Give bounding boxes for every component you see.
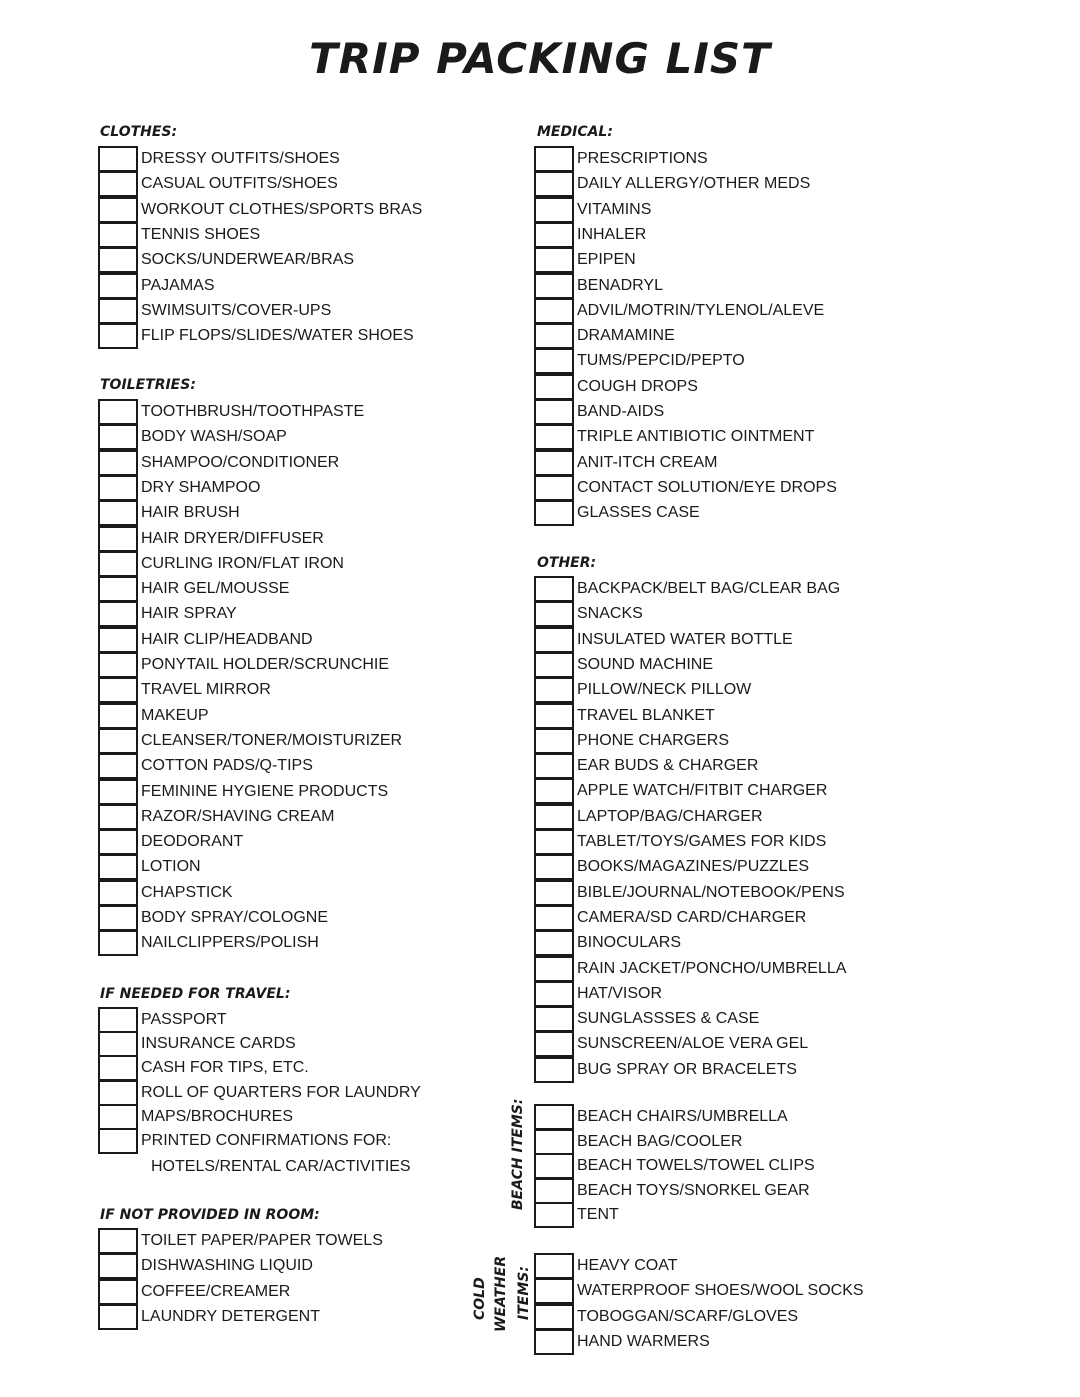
toiletries-checkbox[interactable]	[98, 475, 138, 501]
toiletries-item-label: BODY SPRAY/COLOGNE	[141, 909, 329, 926]
cold-item-label: HEAVY COAT	[577, 1257, 678, 1274]
medical-item-label: COUGH DROPS	[577, 377, 698, 395]
travel-continuation-text: HOTELS/RENTAL CAR/ACTIVITIES	[151, 1158, 411, 1175]
toiletries-checkbox[interactable]	[98, 601, 138, 627]
other-item-label: BINOCULARS	[577, 934, 682, 952]
other-item-label: PHONE CHARGERS	[577, 731, 730, 749]
other-checkbox[interactable]	[534, 981, 574, 1007]
travel-heading: IF NEEDED FOR TRAVEL:	[100, 986, 291, 1002]
beach-checkbox[interactable]	[534, 1104, 574, 1130]
clothes-checkbox[interactable]	[98, 323, 138, 349]
other-item-label: BUG SPRAY OR BRACELETS	[577, 1060, 797, 1078]
beach-item-label: BEACH TOWELS/TOWEL CLIPS	[577, 1157, 815, 1175]
clothes-checkbox[interactable]	[98, 171, 138, 197]
toiletries-checkbox[interactable]	[98, 829, 138, 855]
other-item-label: SOUND MACHINE	[577, 655, 714, 673]
other-item-label: TRAVEL BLANKET	[577, 706, 715, 724]
medical-checkbox[interactable]	[534, 298, 574, 324]
medical-item-label: INHALER	[577, 225, 647, 243]
travel-item-label: MAPS/BROCHURES	[141, 1107, 294, 1125]
toiletries-item-label: FEMININE HYGIENE PRODUCTS	[141, 782, 389, 800]
toiletries-checkbox[interactable]	[98, 930, 138, 956]
clothes-checkbox[interactable]	[98, 298, 138, 324]
room-heading: IF NOT PROVIDED IN ROOM:	[100, 1207, 320, 1223]
toiletries-item-label: HAIR CLIP/HEADBAND	[141, 630, 313, 648]
toiletries-item-label: BODY WASH/SOAP	[141, 428, 287, 446]
travel-item-label: ROLL OF QUARTERS FOR LAUNDRY	[141, 1083, 421, 1101]
medical-item-label: CONTACT SOLUTION/EYE DROPS	[577, 478, 837, 496]
medical-checkbox[interactable]	[534, 424, 574, 450]
medical-item-label: BENADRYL	[577, 276, 663, 294]
cold-checkbox[interactable]	[534, 1278, 574, 1304]
beach-checkbox[interactable]	[534, 1178, 574, 1204]
clothes-item-label: PAJAMAS	[141, 276, 215, 294]
medical-item-label: GLASSES CASE	[577, 504, 700, 522]
medical-checkbox[interactable]	[534, 171, 574, 197]
other-checkbox[interactable]	[534, 829, 574, 855]
toiletries-checkbox[interactable]	[98, 905, 138, 931]
room-checkbox[interactable]	[98, 1228, 138, 1254]
toiletries-checkbox[interactable]	[98, 399, 138, 425]
travel-item-label: CASH FOR TIPS, ETC.	[141, 1059, 309, 1077]
other-item-label: RAIN JACKET/PONCHO/UMBRELLA	[577, 959, 847, 977]
other-checkbox[interactable]	[534, 854, 574, 880]
travel-checkbox[interactable]	[98, 1080, 138, 1106]
other-checkbox[interactable]	[534, 1006, 574, 1032]
medical-checkbox[interactable]	[534, 273, 574, 299]
page-title: TRIP PACKING LIST	[309, 34, 771, 83]
other-checkbox[interactable]	[534, 677, 574, 703]
medical-item-label: ADVIL/MOTRIN/TYLENOL/ALEVE	[577, 301, 825, 319]
toiletries-checkbox[interactable]	[98, 627, 138, 653]
toiletries-item-label: SHAMPOO/CONDITIONER	[141, 453, 340, 471]
other-item-label: TABLET/TOYS/GAMES FOR KIDS	[577, 833, 827, 850]
toiletries-checkbox[interactable]	[98, 880, 138, 906]
other-checkbox[interactable]	[534, 728, 574, 754]
other-item-label: EAR BUDS & CHARGER	[577, 757, 759, 775]
travel-item-label: INSURANCE CARDS	[141, 1035, 296, 1053]
travel-item-label: PASSPORT	[141, 1011, 227, 1028]
other-checkbox[interactable]	[534, 1031, 574, 1057]
toiletries-item-label: LOTION	[141, 858, 201, 876]
other-item-label: BACKPACK/BELT BAG/CLEAR BAG	[577, 580, 841, 597]
toiletries-checkbox[interactable]	[98, 779, 138, 805]
other-checkbox[interactable]	[534, 930, 574, 956]
toiletries-item-label: DRY SHAMPOO	[141, 478, 261, 496]
toiletries-checkbox[interactable]	[98, 753, 138, 779]
other-item-label: BOOKS/MAGAZINES/PUZZLES	[577, 858, 810, 876]
other-item-label: CAMERA/SD CARD/CHARGER	[577, 908, 807, 926]
toiletries-checkbox[interactable]	[98, 500, 138, 526]
medical-checkbox[interactable]	[534, 475, 574, 501]
clothes-checkbox[interactable]	[98, 146, 138, 172]
medical-checkbox[interactable]	[534, 348, 574, 374]
cold-checkbox[interactable]	[534, 1329, 574, 1355]
toiletries-checkbox[interactable]	[98, 854, 138, 880]
beach-checkbox[interactable]	[534, 1153, 574, 1179]
toiletries-checkbox[interactable]	[98, 652, 138, 678]
clothes-checkbox[interactable]	[98, 247, 138, 273]
clothes-checkbox[interactable]	[98, 222, 138, 248]
medical-item-label: BAND-AIDS	[577, 403, 665, 420]
room-checkbox[interactable]	[98, 1253, 138, 1279]
other-checkbox[interactable]	[534, 576, 574, 602]
other-checkbox[interactable]	[534, 753, 574, 779]
medical-item-label: DAILY ALLERGY/OTHER MEDS	[577, 175, 811, 193]
clothes-item-label: CASUAL OUTFITS/SHOES	[141, 175, 338, 193]
room-checkbox[interactable]	[98, 1304, 138, 1330]
other-heading: OTHER:	[537, 555, 597, 571]
toiletries-checkbox[interactable]	[98, 677, 138, 703]
beach-checkbox[interactable]	[534, 1202, 574, 1228]
travel-checkbox[interactable]	[98, 1007, 138, 1033]
other-item-label: SUNGLASSSES & CASE	[577, 1010, 760, 1028]
beach-item-label: BEACH BAG/COOLER	[577, 1132, 743, 1150]
toiletries-item-label: HAIR GEL/MOUSSE	[141, 580, 290, 598]
other-checkbox[interactable]	[534, 880, 574, 906]
toiletries-item-label: CHAPSTICK	[141, 883, 233, 901]
toiletries-item-label: HAIR SPRAY	[141, 605, 237, 623]
toiletries-item-label: HAIR BRUSH	[141, 504, 240, 522]
cold-heading-line-3: ITEMS:	[516, 1266, 532, 1320]
toiletries-checkbox[interactable]	[98, 450, 138, 476]
clothes-checkbox[interactable]	[98, 273, 138, 299]
toiletries-checkbox[interactable]	[98, 526, 138, 552]
other-checkbox[interactable]	[534, 905, 574, 931]
clothes-item-label: DRESSY OUTFITS/SHOES	[141, 150, 340, 167]
beach-item-label: BEACH CHAIRS/UMBRELLA	[577, 1108, 788, 1125]
toiletries-item-label: TOOTHBRUSH/TOOTHPASTE	[141, 403, 365, 420]
toiletries-checkbox[interactable]	[98, 551, 138, 577]
other-item-label: BIBLE/JOURNAL/NOTEBOOK/PENS	[577, 883, 845, 901]
toiletries-item-label: MAKEUP	[141, 706, 209, 724]
toiletries-item-label: CLEANSER/TONER/MOISTURIZER	[141, 731, 403, 749]
medical-checkbox[interactable]	[534, 323, 574, 349]
toiletries-item-label: RAZOR/SHAVING CREAM	[141, 807, 335, 825]
medical-checkbox[interactable]	[534, 197, 574, 223]
medical-item-label: TRIPLE ANTIBIOTIC OINTMENT	[577, 428, 815, 446]
toiletries-item-label: CURLING IRON/FLAT IRON	[141, 554, 344, 572]
medical-item-label: EPIPEN	[577, 251, 636, 269]
beach-item-label: BEACH TOYS/SNORKEL GEAR	[577, 1181, 810, 1199]
beach-item-label: TENT	[577, 1206, 619, 1224]
other-checkbox[interactable]	[534, 778, 574, 804]
medical-checkbox[interactable]	[534, 247, 574, 273]
cold-checkbox[interactable]	[534, 1253, 574, 1279]
medical-item-label: ANIT-ITCH CREAM	[577, 453, 718, 471]
clothes-checkbox[interactable]	[98, 197, 138, 223]
toiletries-checkbox[interactable]	[98, 804, 138, 830]
other-checkbox[interactable]	[534, 627, 574, 653]
medical-checkbox[interactable]	[534, 450, 574, 476]
other-item-label: PILLOW/NECK PILLOW	[577, 681, 752, 699]
medical-item-label: TUMS/PEPCID/PEPTO	[577, 352, 745, 370]
other-checkbox[interactable]	[534, 804, 574, 830]
cold-heading-line-2: WEATHER	[493, 1255, 509, 1332]
travel-checkbox[interactable]	[98, 1104, 138, 1130]
medical-item-label: VITAMINS	[577, 200, 652, 218]
toiletries-item-label: HAIR DRYER/DIFFUSER	[141, 529, 324, 547]
other-item-label: LAPTOP/BAG/CHARGER	[577, 807, 763, 825]
cold-checkbox[interactable]	[534, 1304, 574, 1330]
clothes-item-label: TENNIS SHOES	[141, 225, 261, 243]
clothes-heading: CLOTHES:	[100, 124, 178, 140]
other-item-label: INSULATED WATER BOTTLE	[577, 630, 793, 648]
other-item-label: SUNSCREEN/ALOE VERA GEL	[577, 1035, 809, 1053]
other-checkbox[interactable]	[534, 1057, 574, 1083]
toiletries-checkbox[interactable]	[98, 703, 138, 729]
toiletries-checkbox[interactable]	[98, 576, 138, 602]
room-item-label: TOILET PAPER/PAPER TOWELS	[141, 1232, 383, 1249]
other-checkbox[interactable]	[534, 703, 574, 729]
other-item-label: SNACKS	[577, 605, 643, 623]
travel-checkbox[interactable]	[98, 1031, 138, 1057]
toiletries-checkbox[interactable]	[98, 728, 138, 754]
travel-checkbox[interactable]	[98, 1055, 138, 1081]
other-checkbox[interactable]	[534, 652, 574, 678]
room-item-label: COFFEE/CREAMER	[141, 1282, 291, 1300]
medical-checkbox[interactable]	[534, 146, 574, 172]
clothes-item-label: FLIP FLOPS/SLIDES/WATER SHOES	[141, 327, 414, 345]
travel-item-label: PRINTED CONFIRMATIONS FOR:	[141, 1132, 392, 1149]
clothes-item-label: WORKOUT CLOTHES/SPORTS BRAS	[141, 200, 423, 218]
medical-item-label: PRESCRIPTIONS	[577, 150, 708, 167]
other-checkbox[interactable]	[534, 601, 574, 627]
beach-checkbox[interactable]	[534, 1129, 574, 1155]
toiletries-item-label: COTTON PADS/Q-TIPS	[141, 757, 313, 775]
medical-item-label: DRAMAMINE	[577, 327, 675, 345]
cold-item-label: HAND WARMERS	[577, 1332, 710, 1350]
cold-item-label: TOBOGGAN/SCARF/GLOVES	[577, 1307, 799, 1325]
medical-heading: MEDICAL:	[537, 124, 613, 140]
clothes-item-label: SWIMSUITS/COVER-UPS	[141, 301, 332, 319]
other-checkbox[interactable]	[534, 956, 574, 982]
cold-item-label: WATERPROOF SHOES/WOOL SOCKS	[577, 1282, 864, 1300]
clothes-item-label: SOCKS/UNDERWEAR/BRAS	[141, 251, 355, 269]
medical-checkbox[interactable]	[534, 399, 574, 425]
toiletries-item-label: NAILCLIPPERS/POLISH	[141, 934, 319, 952]
medical-checkbox[interactable]	[534, 374, 574, 400]
toiletries-item-label: DEODORANT	[141, 833, 244, 851]
other-item-label: HAT/VISOR	[577, 984, 663, 1002]
medical-checkbox[interactable]	[534, 222, 574, 248]
medical-checkbox[interactable]	[534, 500, 574, 526]
room-item-label: DISHWASHING LIQUID	[141, 1257, 313, 1275]
toiletries-item-label: TRAVEL MIRROR	[141, 681, 271, 699]
cold-heading-line-1: COLD	[472, 1277, 488, 1320]
room-item-label: LAUNDRY DETERGENT	[141, 1307, 320, 1325]
travel-checkbox[interactable]	[98, 1128, 138, 1154]
beach-heading: BEACH ITEMS:	[510, 1098, 526, 1210]
toiletries-checkbox[interactable]	[98, 424, 138, 450]
toiletries-heading: TOILETRIES:	[100, 377, 196, 393]
toiletries-item-label: PONYTAIL HOLDER/SCRUNCHIE	[141, 656, 390, 673]
other-item-label: APPLE WATCH/FITBIT CHARGER	[577, 782, 828, 800]
room-checkbox[interactable]	[98, 1279, 138, 1305]
